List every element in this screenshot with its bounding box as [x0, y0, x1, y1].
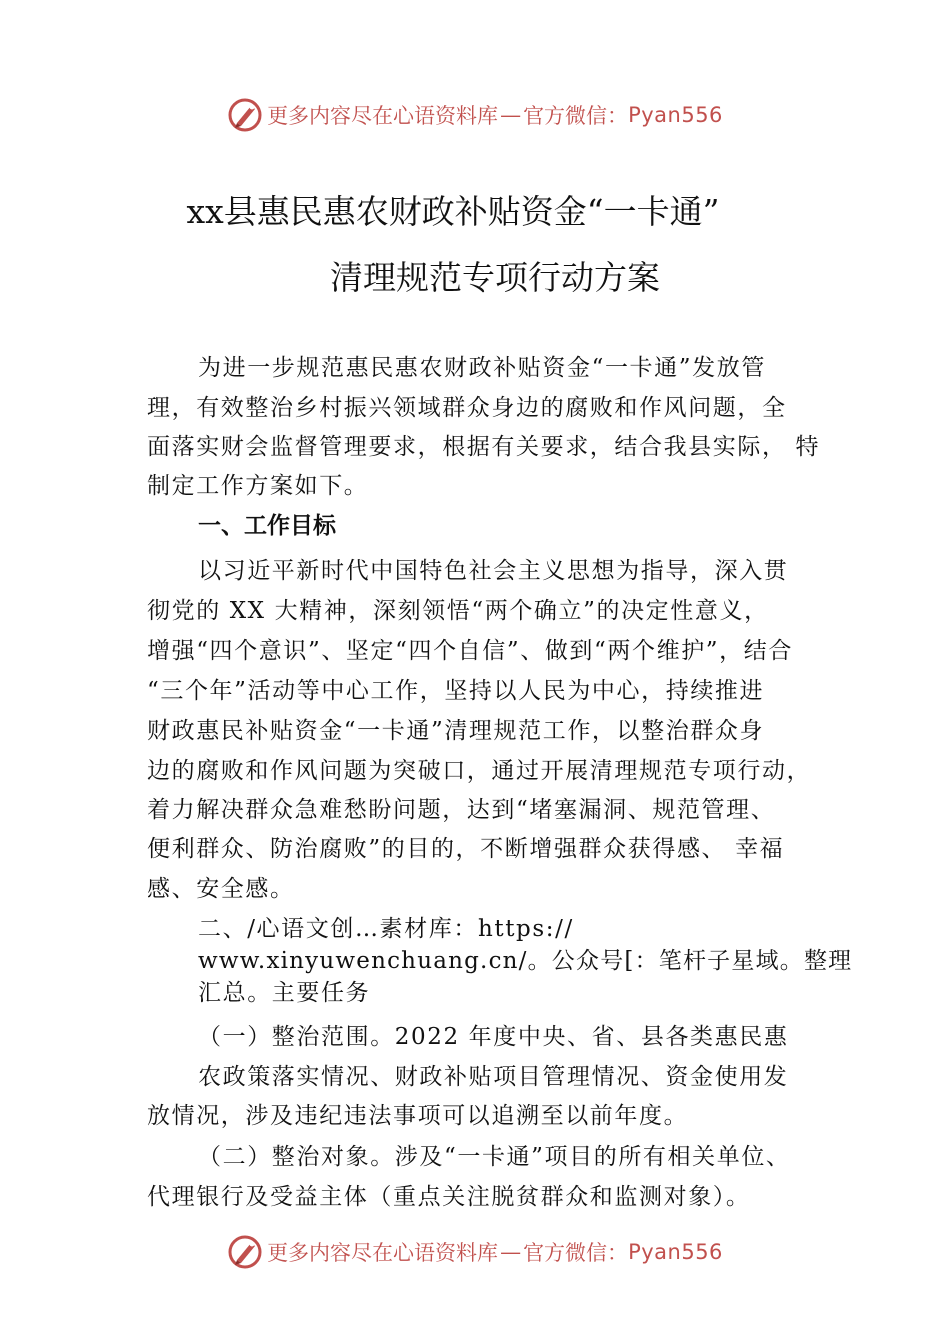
watermark-id: Pyan556	[628, 103, 723, 127]
item1-line: 放情况，涉及违纪违法事项可以追溯至以前年度。	[147, 1103, 689, 1129]
item1-line: 农政策落实情况、财政补贴项目管理情况、资金使用发	[198, 1064, 789, 1090]
item2-line: （二）整治对象。涉及“一卡通”项目的所有相关单位、	[198, 1144, 791, 1170]
watermark-separator: —	[500, 103, 522, 127]
watermark-label: 官方微信：	[523, 1241, 629, 1265]
section1-line: “三个年”活动等中心工作，坚持以人民为中心，持续推进	[147, 678, 765, 704]
watermark-label: 官方微信：	[523, 104, 629, 128]
watermark-header	[0, 95, 950, 135]
section1-line: 财政惠民补贴资金“一卡通”清理规范工作，以整治群众身	[147, 718, 765, 744]
watermark-text: 更多内容尽在心语资料库	[267, 1241, 499, 1265]
pen-logo-icon	[227, 97, 263, 133]
section1-line: 着力解决群众急难愁盼问题，达到“堵塞漏洞、规范管理、	[147, 797, 776, 823]
watermark-footer	[0, 1232, 950, 1272]
section2-heading-line: 汇总。主要任务	[198, 980, 371, 1006]
item1-line: （一）整治范围。2022 年度中央、省、县各类惠民惠	[198, 1024, 789, 1050]
watermark-text: 更多内容尽在心语资料库	[267, 104, 499, 128]
section1-line: 边的腐败和作风问题为突破口，通过开展清理规范专项行动，	[147, 758, 812, 784]
intro-line: 理，有效整治乡村振兴领域群众身边的腐败和作风问题，全	[147, 395, 787, 421]
item2-line: 代理银行及受益主体（重点关注脱贫群众和监测对象）。	[147, 1184, 751, 1210]
pen-logo-icon	[227, 1234, 263, 1270]
intro-line: 为进一步规范惠民惠农财政补贴资金“一卡通”发放管	[198, 355, 766, 381]
intro-line: 制定工作方案如下。	[147, 473, 369, 499]
watermark-id: Pyan556	[628, 1240, 723, 1264]
section1-line: 增强“四个意识”、坚定“四个自信”、做到“两个维护”，结合	[147, 638, 793, 664]
section1-line: 以习近平新时代中国特色社会主义思想为指导，深入贯	[198, 558, 789, 584]
document-title-line1: xx县惠民惠农财政补贴资金“一卡通”	[186, 192, 720, 231]
section1-line: 彻党的 XX 大精神，深刻领悟“两个确立”的决定性意义，	[147, 598, 769, 624]
watermark-separator: —	[500, 1240, 522, 1264]
section1-line: 感、安全感。	[147, 876, 295, 902]
document-title-line2: 清理规范专项行动方案	[330, 258, 660, 297]
section2-heading-line: 二、/心语文创…素材库：https://	[198, 916, 574, 942]
section2-heading-line: www.xinyuwenchuang.cn/。公众号[：笔杆子星域。整理	[198, 948, 853, 974]
section1-heading: 一、工作目标	[198, 513, 336, 539]
intro-line: 面落实财会监督管理要求，根据有关要求，结合我县实际， 特	[147, 434, 821, 460]
section1-line: 便利群众、防治腐败”的目的，不断增强群众获得感、 幸福	[147, 836, 785, 862]
